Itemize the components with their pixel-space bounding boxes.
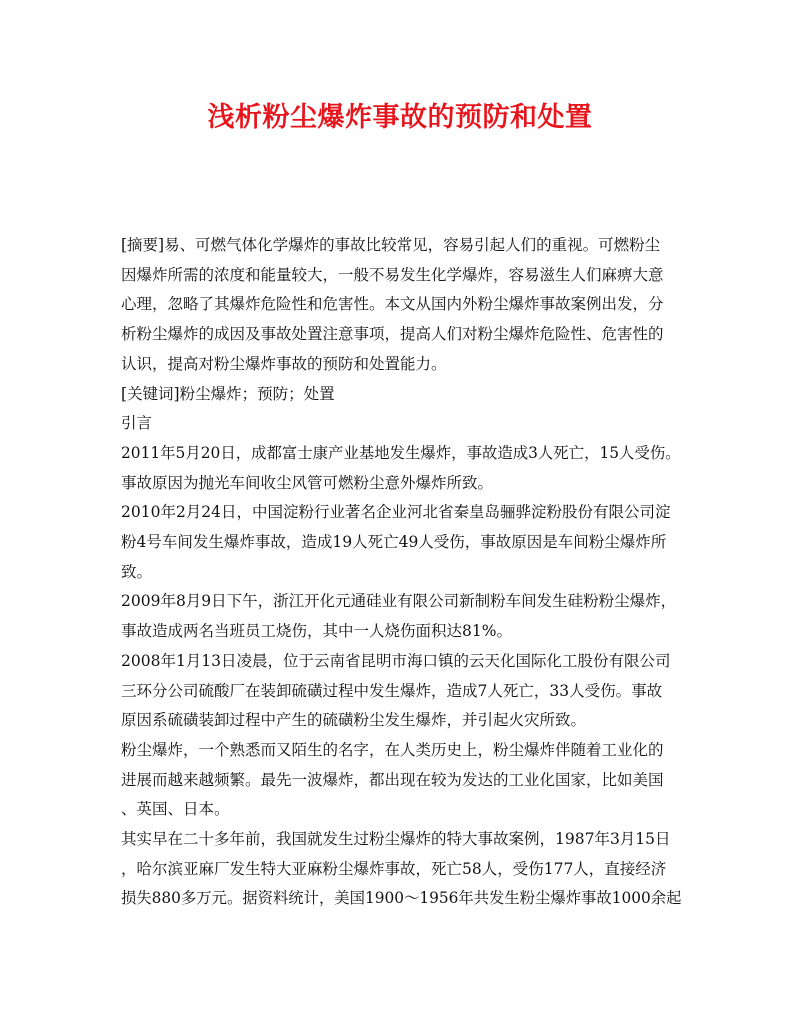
text-line: 进展而越来越频繁。最先一波爆炸，都出现在较为发达的工业化国家，比如美国 — [121, 770, 664, 789]
text-line: 致。 — [121, 562, 153, 581]
text-line: 引言 — [121, 414, 153, 433]
text-line: 、英国、日本。 — [121, 800, 230, 819]
text-line: 三环分公司硫酸厂在装卸硫磺过程中发生爆炸，造成7人死亡，33人受伤。事故 — [121, 681, 663, 700]
text-line: 原因系硫磺装卸过程中产生的硫磺粉尘发生爆炸，并引起火灾所致。 — [121, 711, 587, 730]
text-line: 粉4号车间发生爆炸事故，造成19人死亡49人受伤，事故原因是车间粉尘爆炸所 — [121, 533, 667, 552]
body-paragraph — [121, 736, 681, 825]
body-paragraph — [121, 439, 681, 498]
text-line: ，哈尔滨亚麻厂发生特大亚麻粉尘爆炸事故，死亡58人，受伤177人，直接经济 — [121, 859, 667, 878]
body-paragraph — [121, 647, 681, 736]
body-paragraph — [121, 587, 681, 646]
text-line: [摘要]易、可燃气体化学爆炸的事故比较常见，容易引起人们的重视。可燃粉尘 — [121, 236, 661, 254]
section-heading — [121, 409, 681, 439]
text-line: 粉尘爆炸，一个熟悉而又陌生的名字，在人类历史上，粉尘爆炸伴随着工业化的 — [121, 740, 664, 759]
body-paragraph — [121, 825, 681, 914]
keywords-paragraph — [121, 380, 681, 410]
document-title: 浅析粉尘爆炸事故的预防和处置 — [207, 102, 593, 133]
body-paragraph — [121, 498, 681, 587]
text-line: 2010年2月24日，中国淀粉行业著名企业河北省秦皇岛骊骅淀粉股份有限公司淀 — [121, 503, 671, 522]
document-body — [121, 231, 681, 914]
text-line: 2008年1月13日凌晨，位于云南省昆明市海口镇的云天化国际化工股份有限公司 — [121, 651, 671, 670]
text-line: [关键词]粉尘爆炸；预防；处置 — [121, 384, 335, 403]
text-line: 认识，提高对粉尘爆炸事故的预防和处置能力。 — [121, 354, 447, 373]
text-line: 2009年8月9日下午，浙江开化元通硅业有限公司新制粉车间发生硅粉粉尘爆炸， — [121, 592, 677, 611]
text-line: 因爆炸所需的浓度和能量较大，一般不易发生化学爆炸，容易滋生人们麻痹大意 — [121, 265, 664, 284]
text-line: 损失880多万元。据资料统计，美国1900～1956年共发生粉尘爆炸事故1000余起 — [121, 889, 682, 908]
text-line: 事故造成两名当班员工烧伤，其中一人烧伤面积达81%。 — [121, 622, 512, 641]
text-line: 心理，忽略了其爆炸危险性和危害性。本文从国内外粉尘爆炸事故案例出发，分 — [121, 295, 664, 314]
text-line: 2011年5月20日，成都富士康产业基地发生爆炸，事故造成3人死亡，15人受伤。 — [121, 443, 681, 462]
abstract-paragraph — [121, 231, 681, 380]
text-line: 其实早在二十多年前，我国就发生过粉尘爆炸的特大事故案例，1987年3月15日 — [121, 830, 671, 849]
text-line: 事故原因为抛光车间收尘风管可燃粉尘意外爆炸所致。 — [121, 473, 494, 492]
text-line: 析粉尘爆炸的成因及事故处置注意事项，提高人们对粉尘爆炸危险性、危害性的 — [121, 325, 664, 344]
